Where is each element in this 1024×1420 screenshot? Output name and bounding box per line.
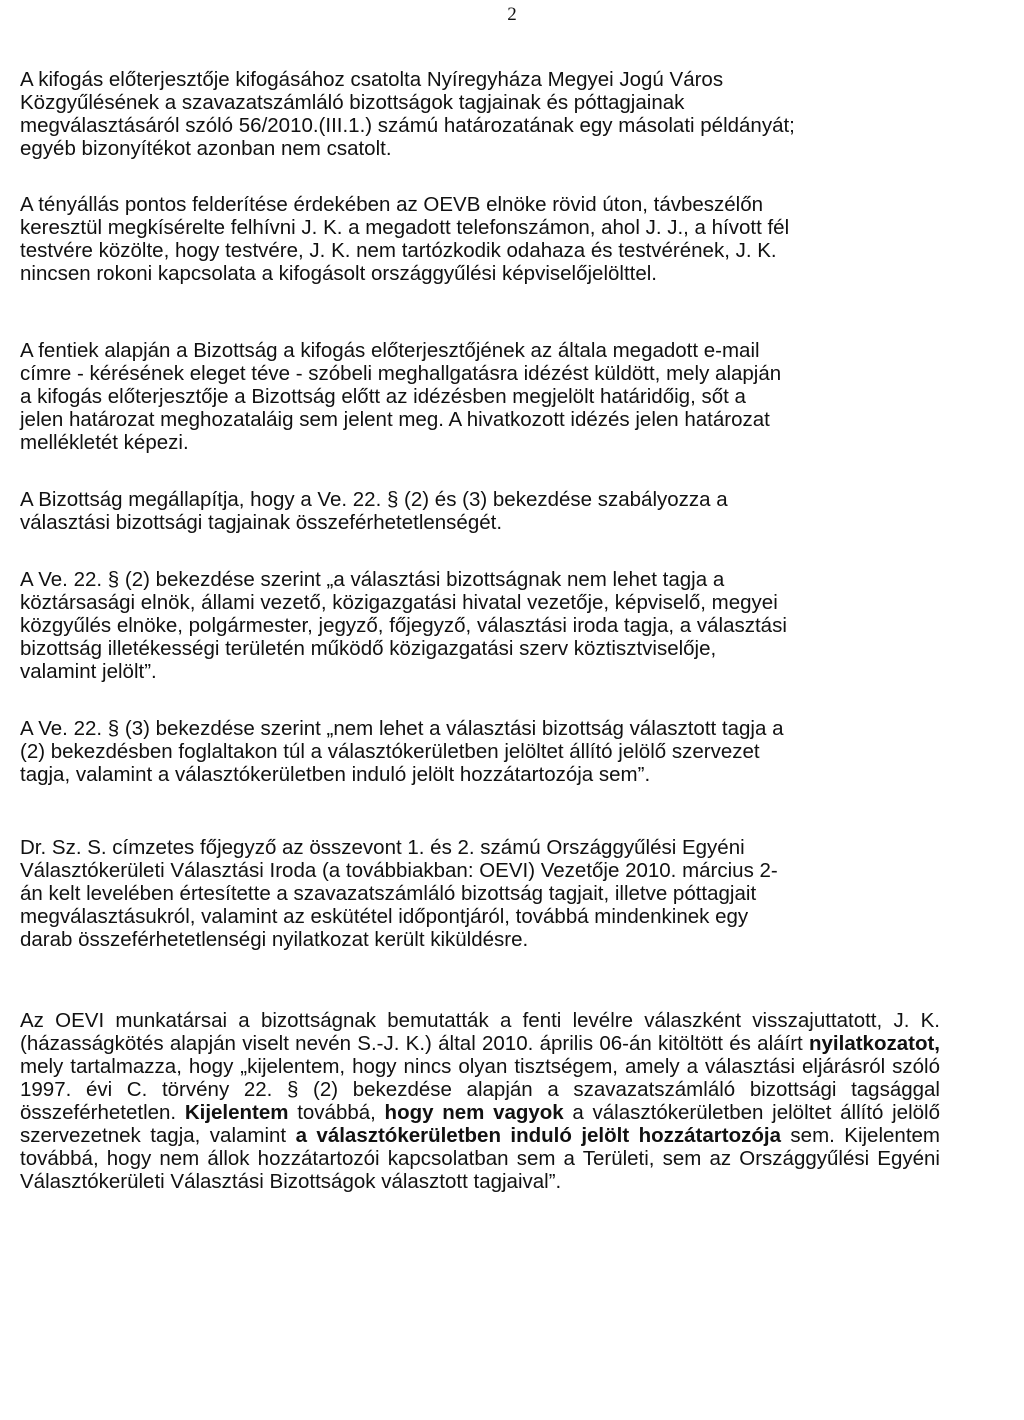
text-line: tagja, valamint a választókerületben induló jelölt hozzátartozója sem”.	[20, 763, 651, 786]
text-line: jelen határozat meghozataláig sem jelent meg. A hivatkozott idézés jelen határozat	[20, 408, 770, 431]
text-line: közgyűlés elnöke, polgármester, jegyző, főjegyző, választási iroda tagja, a választási	[20, 614, 787, 637]
text-line: keresztül megkísérelte felhívni J. K. a megadott telefonszámon, ahol J. J., a hívott fél	[20, 216, 790, 239]
text-line: A kifogás előterjesztője kifogásához csatolta Nyíregyháza Megyei Jogú Város	[20, 68, 724, 91]
paragraph-summons	[20, 339, 940, 454]
text-segment: sem. Kijelentem továbbá, hogy nem állok hozzátartozói kapcsolatban sem a Területi, sem az Országgyűlési Egyéni Választókerületi Választási Bizottságok választott tagjaival”.	[20, 1124, 940, 1193]
text-line: mellékletét képezi.	[20, 431, 189, 454]
text-line: A Bizottság megállapítja, hogy a Ve. 22. § (2) és (3) bekezdése szabályozza a	[20, 488, 728, 511]
bold-segment: Kijelentem	[184, 1101, 289, 1124]
text-line: A tényállás pontos felderítése érdekében az OEVB elnöke rövid úton, távbeszélőn	[20, 193, 764, 216]
bold-segment: nyilatkozatot,	[809, 1032, 940, 1055]
paragraph-section-22-3	[20, 717, 940, 786]
text-segment: továbbá,	[288, 1101, 385, 1124]
text-line: választási bizottsági tagjainak összeférhetetlenségét.	[20, 511, 503, 534]
text-line: Közgyűlésének a szavazatszámláló bizottságok tagjainak és póttagjainak	[20, 91, 685, 114]
text-line: Választókerületi Választási Iroda (a továbbiakban: OEVI) Vezetője 2010. március 2-	[20, 859, 778, 882]
text-line: bizottság illetékességi területén működő közigazgatási szerv köztisztviselője,	[20, 637, 717, 660]
text-line: megválasztásukról, valamint az eskütétel időpontjáról, továbbá mindenkinek egy	[20, 905, 749, 928]
text-line: A fentiek alapján a Bizottság a kifogás előterjesztőjének az általa megadott e-mail	[20, 339, 760, 362]
bold-segment: a választókerületben induló jelölt hozzátartozója	[295, 1124, 781, 1147]
text-segment: Az OEVI munkatársai a bizottságnak bemutatták a fenti levélre válaszként visszajuttatott, J. K. (házasságkötés alapján viselt nevén S.-J. K.) által 2010. április 06-án kitöltött és aláírt	[20, 1009, 940, 1055]
paragraph-oevi-letter	[20, 836, 940, 951]
paragraph-objection-attachment	[20, 68, 940, 160]
text-line: (2) bekezdésben foglaltakon túl a választókerületben jelöltet állító jelölő szervezet	[20, 740, 760, 763]
text-line: A Ve. 22. § (3) bekezdése szerint „nem lehet a választási bizottság választott tagja a	[20, 717, 784, 740]
text-segment: mely tartalmazza, hogy „kijelentem, hogy nincs olyan tisztségem, amely a választási eljárásról szóló 1997. évi C. törvény 22. § (2) bekezdése alapján a szavazatszámláló bizottsági tagsággal összeférhetetlen.	[20, 1055, 940, 1124]
paragraph-section-22-2	[20, 568, 940, 683]
document-body	[20, 58, 940, 1193]
paragraph-committee-finding	[20, 488, 940, 534]
text-segment: a választókerületben jelöltet állító jelölő szervezetnek tagja, valamint	[20, 1101, 940, 1147]
paragraph-declaration	[20, 1009, 940, 1193]
text-line: án kelt levelében értesítette a szavazatszámláló bizottság tagjait, illetve póttagjait	[20, 882, 757, 905]
text-line: egyéb bizonyítékot azonban nem csatolt.	[20, 137, 392, 160]
text-line: megválasztásáról szóló 56/2010.(III.1.) számú határozatának egy másolati példányát;	[20, 114, 795, 137]
text-line: a kifogás előterjesztője a Bizottság előtt az idézésben megjelölt határidőig, sőt a	[20, 385, 746, 408]
text-line: testvére közölte, hogy testvére, J. K. nem tartózkodik odahaza és testvérének, J. K.	[20, 239, 777, 262]
text-line: köztársasági elnök, állami vezető, közigazgatási hivatal vezetője, képviselő, megyei	[20, 591, 778, 614]
text-line: darab összeférhetetlenségi nyilatkozat került kiküldésre.	[20, 928, 529, 951]
bold-segment: hogy nem vagyok	[384, 1101, 564, 1124]
text-line: címre - kérésének eleget téve - szóbeli meghallgatásra idézést küldött, mely alapján	[20, 362, 782, 385]
page-number: 2	[507, 4, 517, 25]
text-line: nincsen rokoni kapcsolata a kifogásolt országgyűlési képviselőjelölttel.	[20, 262, 657, 285]
paragraph-facts-investigation	[20, 193, 940, 285]
text-line: valamint jelölt”.	[20, 660, 157, 683]
text-line: Dr. Sz. S. címzetes főjegyző az összevont 1. és 2. számú Országgyűlési Egyéni	[20, 836, 745, 859]
text-line: A Ve. 22. § (2) bekezdése szerint „a választási bizottságnak nem lehet tagja a	[20, 568, 725, 591]
